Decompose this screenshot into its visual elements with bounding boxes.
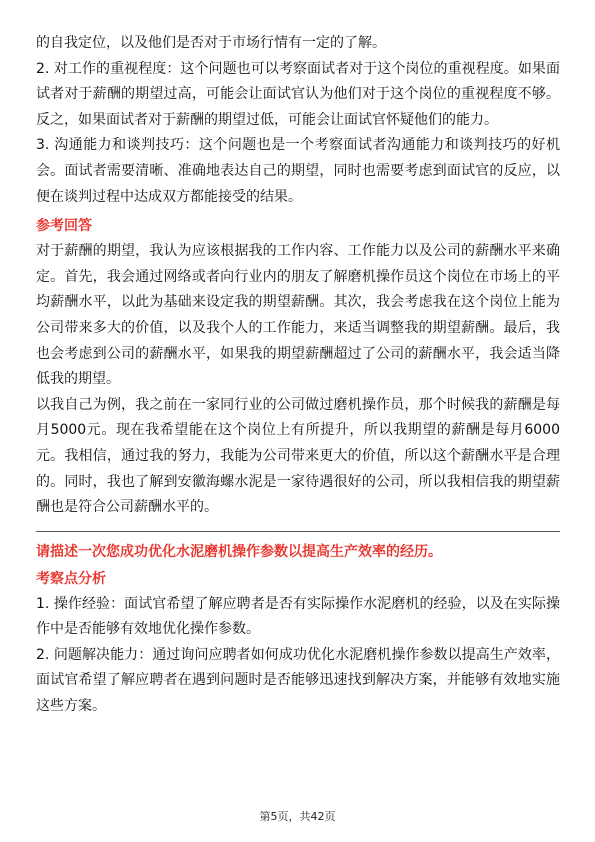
analysis-paragraph: 2. 问题解决能力：通过询问应聘者如何成功优化水泥磨机操作参数以提高生产效率，面试官希望了解应聘者在遇到问题时是否能够迅速找到解决方案，并能够有效地实施这些方案。 [36, 646, 560, 715]
intro-paragraph: 3. 沟通能力和谈判技巧：这个问题也是一个考察面试者沟通能力和谈判技巧的好机会。面试者需要清晰、准确地表达自己的期望，同时也需要考虑到面试官的反应，以便在谈判过程中达成双方都能接受的结果。 [36, 137, 560, 205]
interview-question: 请描述一次您成功优化水泥磨机操作参数以提高生产效率的经历。 [36, 543, 442, 560]
page-number-footer: 第5页，共42页 [259, 810, 336, 823]
answer-paragraph: 以我自己为例，我之前在一家同行业的公司做过磨机操作员，那个时候我的薪酬是每月5000元。现在我希望能在这个岗位上有所提升，所以我期望的薪酬是每月6000元。我相信，通过我的努力，我能为公司带来更大的价值，所以这个薪酬水平是合理的。同时，我也了解到安徽海螺水泥是一家待遇很好的公司，所以我相信我的期望薪酬也是符合公司薪酬水平的。 [36, 396, 560, 516]
page-content [36, 31, 560, 720]
analysis-paragraph: 1. 操作经验：面试官希望了解应聘者是否有实际操作水泥磨机的经验，以及在实际操作中是否能够有效地优化操作参数。 [36, 595, 560, 638]
intro-paragraph: 的自我定位，以及他们是否对于市场行情有一定的了解。 [36, 35, 386, 51]
section-divider [36, 531, 560, 532]
intro-paragraph: 2. 对工作的重视程度：这个问题也可以考察面试者对于这个岗位的重视程度。如果面试者对于薪酬的期望过高，可能会让面试官认为他们对于这个岗位的重视程度不够。反之，如果面试者对于薪酬的期望过低，可能会让面试官怀疑他们的能力。 [36, 60, 560, 128]
answer-paragraph: 对于薪酬的期望，我认为应该根据我的工作内容、工作能力以及公司的薪酬水平来确定。首先，我会通过网络或者向行业内的朋友了解磨机操作员这个岗位在市场上的平均薪酬水平，以此为基础来设定我的期望薪酬。其次，我会考虑我在这个岗位上能为公司带来多大的价值，以及我个人的工作能力，来适当调整我的期望薪酬。最后，我也会考虑到公司的薪酬水平，如果我的期望薪酬超过了公司的薪酬水平，我会适当降低我的期望。 [36, 243, 560, 388]
analysis-heading: 考察点分析 [36, 570, 106, 587]
reference-answer-heading: 参考回答 [36, 218, 92, 235]
